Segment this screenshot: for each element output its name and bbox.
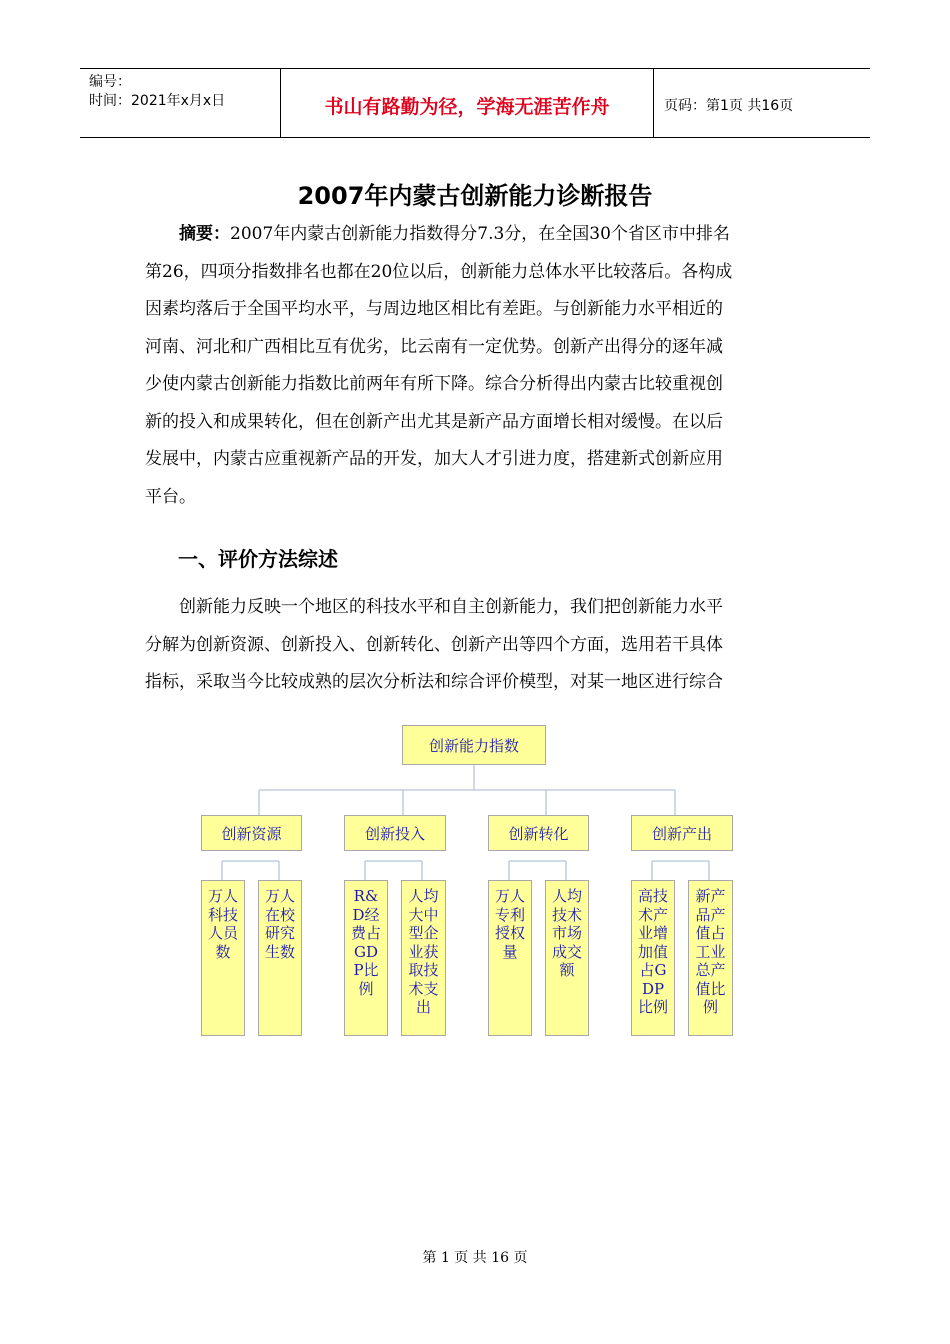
diagram-leaf-node: 万人科技人员数 [201, 880, 245, 1036]
abstract-paragraph [145, 216, 807, 516]
abstract-line: 河南、河北和广西相比互有优劣，比云南有一定优势。创新产出得分的逐年减 [145, 336, 723, 357]
header-page-info: 页码：第1页 共16页 [664, 98, 794, 114]
abstract-line: 第26，四项分指数排名也都在20位以后，创新能力总体水平比较落后。各构成 [145, 261, 733, 282]
document-title: 2007年内蒙古创新能力诊断报告 [297, 182, 653, 210]
serial-label: 编号： [89, 74, 131, 90]
abstract-line: 因素均落后于全国平均水平，与周边地区相比有差距。与创新能力水平相近的 [145, 299, 723, 319]
diagram-group-node: 创新转化 [488, 815, 589, 851]
section-line: 创新能力反映一个地区的科技水平和自主创新能力，我们把创新能力水平 [179, 597, 723, 617]
diagram-leaf-node: 万人专利授权量 [488, 880, 532, 1036]
abstract-label: 摘要： [179, 224, 230, 244]
diagram-leaf-node: 人均大中型企业获取技术支出 [401, 880, 446, 1036]
abstract-line: 少使内蒙古创新能力指数比前两年有所下降。综合分析得出内蒙古比较重视创 [145, 374, 723, 394]
diagram-leaf-node: R&D经费占GDP比例 [344, 880, 388, 1036]
page-footer: 第 1 页 共 16 页 [422, 1250, 528, 1266]
diagram-leaf-node: 高技术产业增加值占GDP比例 [631, 880, 675, 1036]
section-line: 指标，采取当今比较成熟的层次分析法和综合评价模型，对某一地区进行综合 [145, 672, 723, 692]
abstract-line: 平台。 [145, 486, 196, 507]
abstract-line: 发展中，内蒙古应重视新产品的开发，加大人才引进力度，搭建新式创新应用 [145, 449, 723, 469]
diagram-root-node: 创新能力指数 [402, 725, 546, 765]
diagram-leaf-node: 新产品产值占工业总产值比例 [688, 880, 733, 1036]
diagram-group-node: 创新产出 [631, 815, 733, 851]
section-line: 分解为创新资源、创新投入、创新转化、创新产出等四个方面，选用若干具体 [145, 634, 723, 655]
abstract-line: 新的投入和成果转化，但在创新产出尤其是新产品方面增长相对缓慢。在以后 [145, 411, 723, 432]
section-paragraph [145, 589, 807, 702]
section-heading: 一、评价方法综述 [178, 547, 338, 571]
header-meta [80, 69, 281, 137]
header-motto: 书山有路勤为径，学海无涯苦作舟 [281, 69, 654, 137]
document-header [80, 68, 870, 138]
diagram-group-node: 创新投入 [344, 815, 446, 851]
diagram-leaf-node: 万人在校研究生数 [258, 880, 302, 1036]
diagram-leaf-node: 人均技术市场成交额 [545, 880, 589, 1036]
diagram-group-node: 创新资源 [201, 815, 302, 851]
abstract-line: 摘要：2007年内蒙古创新能力指数得分7.3分，在全国30个省区市中排名 [179, 224, 730, 244]
time-label: 时间：2021年x月x日 [89, 93, 226, 109]
